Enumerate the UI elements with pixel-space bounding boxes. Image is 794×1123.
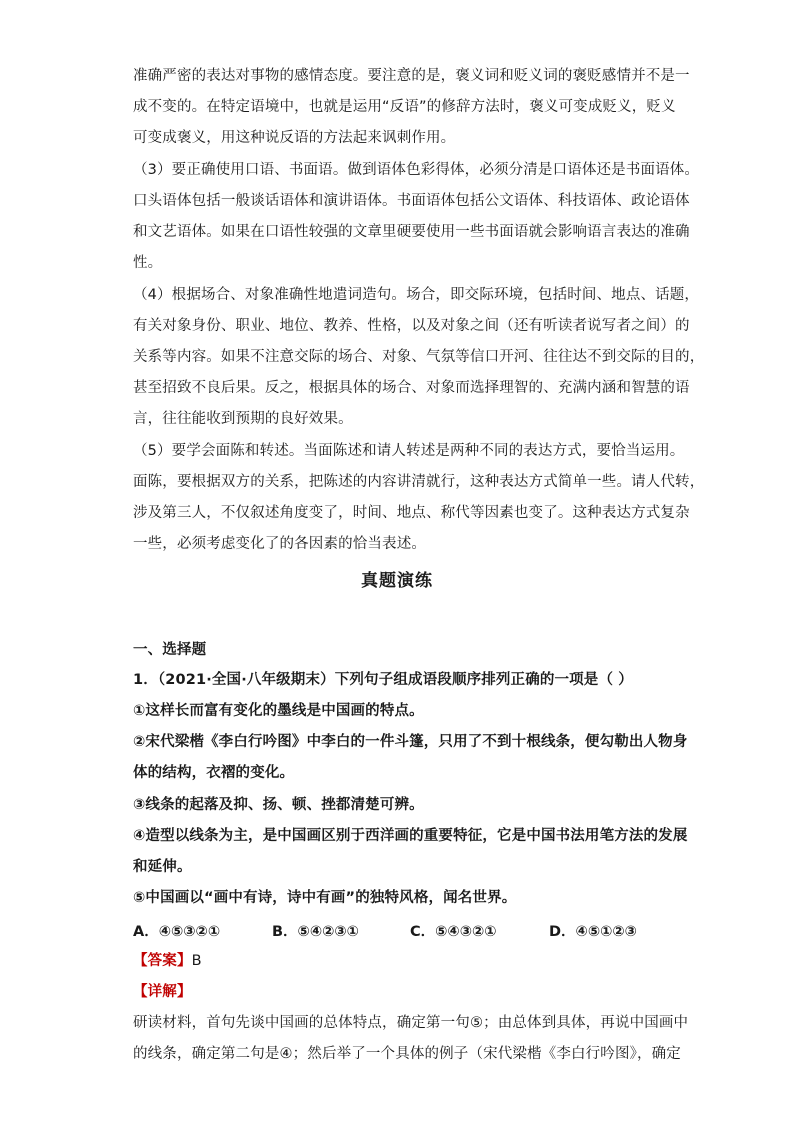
body-line: 成不变的。在特定语境中，也就是运用“反语”的修辞方法时，褒义可变成贬义，贬义 (133, 99, 676, 115)
body-line: 可变成褒义，用这种说反语的方法起来讽刺作用。 (133, 130, 456, 146)
question-item: ①这样长而富有变化的墨线是中国画的特点。 (133, 703, 424, 719)
option-a: A．④⑤③②① (133, 924, 221, 940)
question-item: ④造型以线条为主，是中国画区别于西洋画的重要特征，它是中国书法用笔方法的发展 (133, 828, 688, 844)
detail-text-line: 的线条，确定第二句是④；然后举了一个具体的例子（宋代梁楷《李白行吟图》，确定 (133, 1046, 681, 1062)
body-line: 言，往往能收到预期的良好效果。 (133, 411, 353, 427)
option-d: D．④⑤①②③ (549, 924, 637, 940)
body-line: 涉及第三人，不仅叙述角度变了，时间、地点、称代等因素也变了。这种表达方式复杂 (133, 505, 690, 521)
body-line: 关系等内容。如果不注意交际的场合、对象、气氛等信口开河、往往达不到交际的目的， (133, 349, 705, 365)
section-title: 真题演练 (361, 571, 433, 591)
answer-value: B (191, 953, 202, 969)
detail-label: 【详解】 (133, 984, 192, 1000)
option-b: B．⑤④②③① (272, 924, 359, 940)
body-line: 口头语体包括一般谈话语体和演讲语体。书面语体包括公文语体、科技语体、政论语体 (133, 193, 690, 209)
body-line: 甚至招致不良后果。反之，根据具体的场合、对象而选择理智的、充满内涵和智慧的语 (133, 380, 690, 396)
answer-options (133, 920, 673, 940)
detail-text-line: 研读材料，首句先谈中国画的总体特点，确定第一句⑤；由总体到具体，再说中国画中 (133, 1015, 689, 1031)
option-c: C．⑤④③②① (410, 924, 497, 940)
body-line: 有关对象身份、职业、地位、教养、性格，以及对象之间（还有听读者说写者之间）的 (133, 318, 690, 334)
question-item: ③线条的起落及抑、扬、顿、挫都清楚可辨。 (133, 797, 424, 813)
body-line: 面陈，要根据双方的关系，把陈述的内容讲清就行，这种表达方式简单一些。请人代转， (133, 474, 705, 490)
body-line: 和文艺语体。如果在口语性较强的文章里硬要使用一些书面语就会影响语言表达的准确 (133, 224, 690, 240)
body-line: （3）要正确使用口语、书面语。做到语体色彩得体，必须分清是口语体还是书面语体。 (133, 162, 700, 178)
question-item: ⑤中国画以“画中有诗，诗中有画”的独特风格，闻名世界。 (133, 890, 517, 906)
section-heading: 一、选择题 (133, 642, 207, 658)
body-line: 性。 (133, 255, 163, 271)
body-line: 一些，必须考虑变化了的各因素的恰当表述。 (133, 536, 426, 552)
answer-line (133, 951, 665, 971)
body-line: （4）根据场合、对象准确性地遣词造句。场合，即交际环境，包括时间、地点、话题， (133, 287, 700, 303)
body-line: （5）要学会面陈和转述。当面陈述和请人转述是两种不同的表达方式，要恰当运用。 (133, 443, 685, 459)
body-line: 准确严密的表达对事物的感情态度。要注意的是，褒义词和贬义词的褒贬感情并不是一 (133, 68, 690, 84)
question-item: 体的结构，衣褶的变化。 (133, 765, 295, 781)
question-stem: 1．（2021·全国·八年级期末）下列句子组成语段顺序排列正确的一项是（ ） (133, 672, 633, 688)
answer-label: 【答案】 (133, 953, 192, 969)
question-item: ②宋代梁楷《李白行吟图》中李白的一件斗篷，只用了不到十根线条，便勾勒出人物身 (133, 734, 688, 750)
question-item: 和延伸。 (133, 859, 192, 875)
detail-line (133, 982, 665, 1002)
